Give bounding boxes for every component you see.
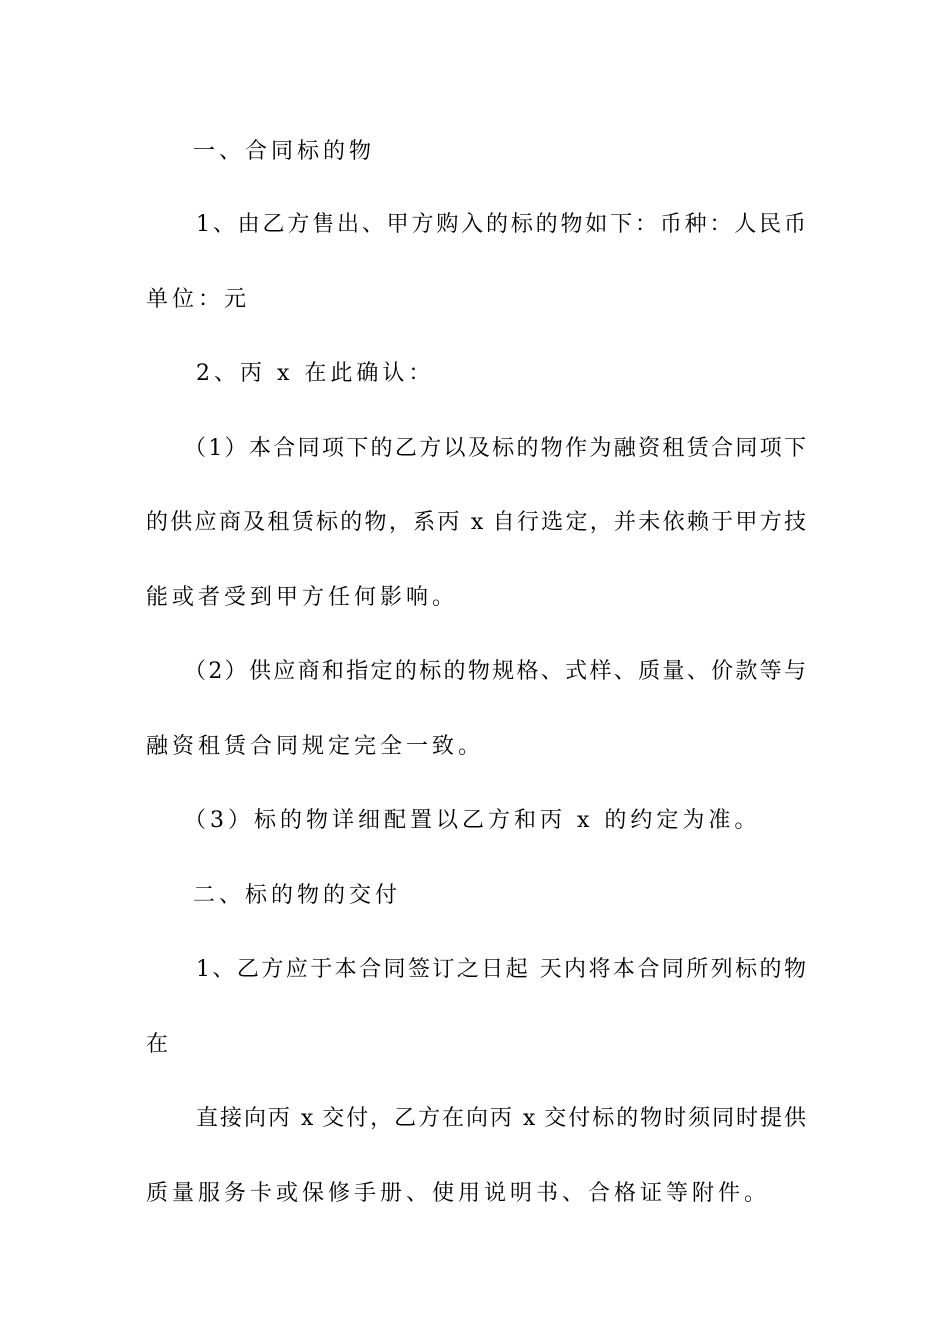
paragraph-line: 融资租赁合同规定完全一致。 — [146, 734, 485, 759]
paragraph-line: （2）供应商和指定的标的物规格、式样、质量、价款等与 — [184, 659, 806, 684]
paragraph-line: （1）本合同项下的乙方以及标的物作为融资租赁合同项下 — [184, 436, 806, 461]
paragraph-line: 1、由乙方售出、甲方购入的标的物如下：币种：人民币 — [196, 212, 806, 237]
paragraph-line: （3）标的物详细配置以乙方和丙 x 的约定为准。 — [184, 808, 761, 833]
section-heading-2: 二、标的物的交付 — [193, 883, 402, 908]
paragraph-line: 直接向丙 x 交付，乙方在向丙 x 交付标的物时须同时提供 — [196, 1106, 806, 1131]
paragraph-line: 单位：元 — [146, 287, 251, 312]
section-heading-1: 一、合同标的物 — [193, 139, 376, 164]
paragraph-line: 质量服务卡或保修手册、使用说明书、合格证等附件。 — [146, 1181, 771, 1206]
paragraph-line: 2、丙 x 在此确认： — [196, 361, 435, 386]
paragraph-line: 能或者受到甲方任何影响。 — [146, 585, 459, 610]
paragraph-line: 在 — [146, 1032, 173, 1057]
paragraph-line: 1、乙方应于本合同签订之日起 天内将本合同所列标的物 — [196, 957, 806, 982]
paragraph-line: 的供应商及租赁标的物，系丙 x 自行选定，并未依赖于甲方技 — [146, 510, 806, 535]
